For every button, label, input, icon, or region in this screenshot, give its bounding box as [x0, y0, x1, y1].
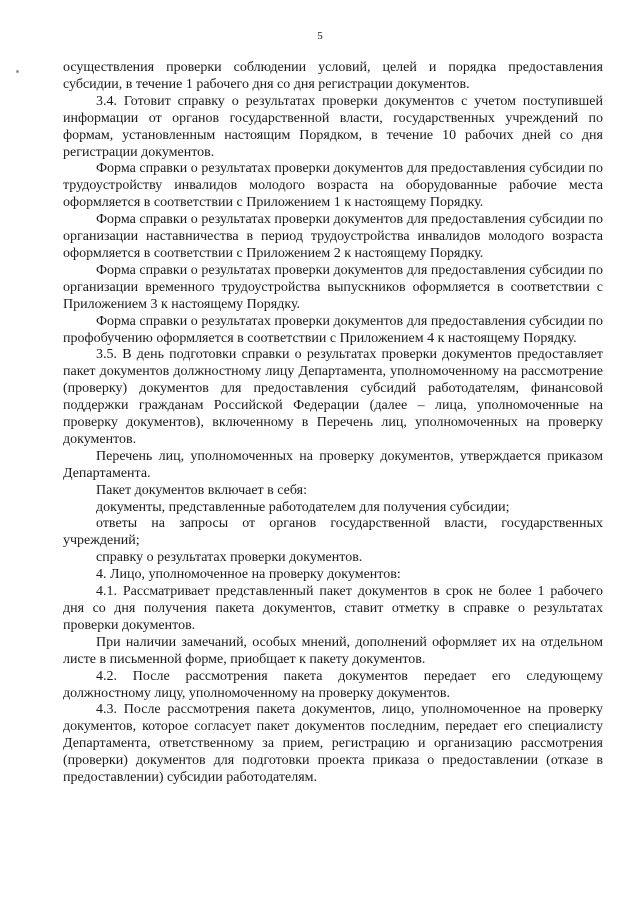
paragraph-package-item-documents: документы, представленные работодателем для получения субсидии; [96, 499, 510, 515]
paragraph-form-appendix-3: Форма справки о результатах проверки документов для предоставления субсидии по организации временного трудоустройства выпускников оформляется в соответствии с Приложением 3 к настоящему Порядку. [63, 262, 603, 312]
paragraph-form-appendix-2: Форма справки о результатах проверки документов для предоставления субсидии по организации наставничества в период трудоустройства инвалидов молодого возраста оформляется в соответствии с Приложением 2 к настоящему Порядку. [63, 212, 603, 261]
paragraph-3-4: 3.4. Готовит справку о результатах проверки документов с учетом поступившей информации от органов государственной власти, государственных учреждений по формам, установленным настоящим Порядком, в течение 10 рабочих дней со дня регистрации документов. [63, 93, 603, 160]
paragraph-package-contents: Пакет документов включает в себя: [96, 482, 307, 498]
paragraph-form-appendix-1: Форма справки о результатах проверки документов для предоставления субсидии по трудоустройству инвалидов молодого возраста на оборудованные рабочие места оформляется в соответствии с Приложением 1 к настоящему Порядку. [63, 161, 603, 211]
paragraph-3-5: 3.5. В день подготовки справки о результатах проверки документов предоставляет пакет документов должностному лицу Департамента, уполномоченному на рассмотрение (проверку) документов для предоставления субсидий работодателям, финансовой поддержки гражданам Российской Федерации (далее – лица, уполномоченные на проверку документов), включенному в Перечень лиц, уполномоченных на проверку документов. [63, 347, 603, 447]
paragraph-package-item-certificate: справку о результатах проверки документов. [96, 550, 363, 566]
paragraph-list-approval: Перечень лиц, уполномоченных на проверку документов, утверждается приказом Департамента. [63, 448, 603, 481]
paragraph-form-appendix-4: Форма справки о результатах проверки документов для предоставления субсидии по профобучению оформляется в соответствии с Приложением 4 к настоящему Порядку. [63, 313, 603, 346]
paragraph-4-3: 4.3. После рассмотрения пакета документов, лицо, уполномоченное на проверку документов, которое согласует пакет документов последним, передает его специалисту Департамента, ответственному за прием, регистрацию и организацию рассмотрения (проверки) документов для подготовки проекта приказа о предоставлении (отказе в предоставлении) субсидии работодателям. [63, 702, 603, 786]
page-number: 5 [317, 30, 323, 42]
margin-mark [16, 70, 19, 73]
paragraph-remarks: При наличии замечаний, особых мнений, дополнений оформляет их на отдельном листе в письменной форме, приобщает к пакету документов. [63, 634, 603, 667]
paragraph-package-item-responses: ответы на запросы от органов государственной власти, государственных учреждений; [63, 516, 603, 549]
paragraph-4: 4. Лицо, уполномоченное на проверку документов: [96, 567, 401, 583]
paragraph-continuation: осуществления проверки соблюдении условий, целей и порядка предоставления субсидии, в течение 1 рабочего дня со дня регистрации документов. [63, 60, 603, 92]
paragraph-4-2: 4.2. После рассмотрения пакета документов передает его следующему должностному лицу, уполномоченному на проверку документов. [63, 668, 603, 701]
document-body [63, 60, 603, 787]
paragraph-4-1: 4.1. Рассматривает представленный пакет документов в срок не более 1 рабочего дня со дня получения пакета документов, ставит отметку в справке о результатах проверки документов. [63, 584, 603, 633]
